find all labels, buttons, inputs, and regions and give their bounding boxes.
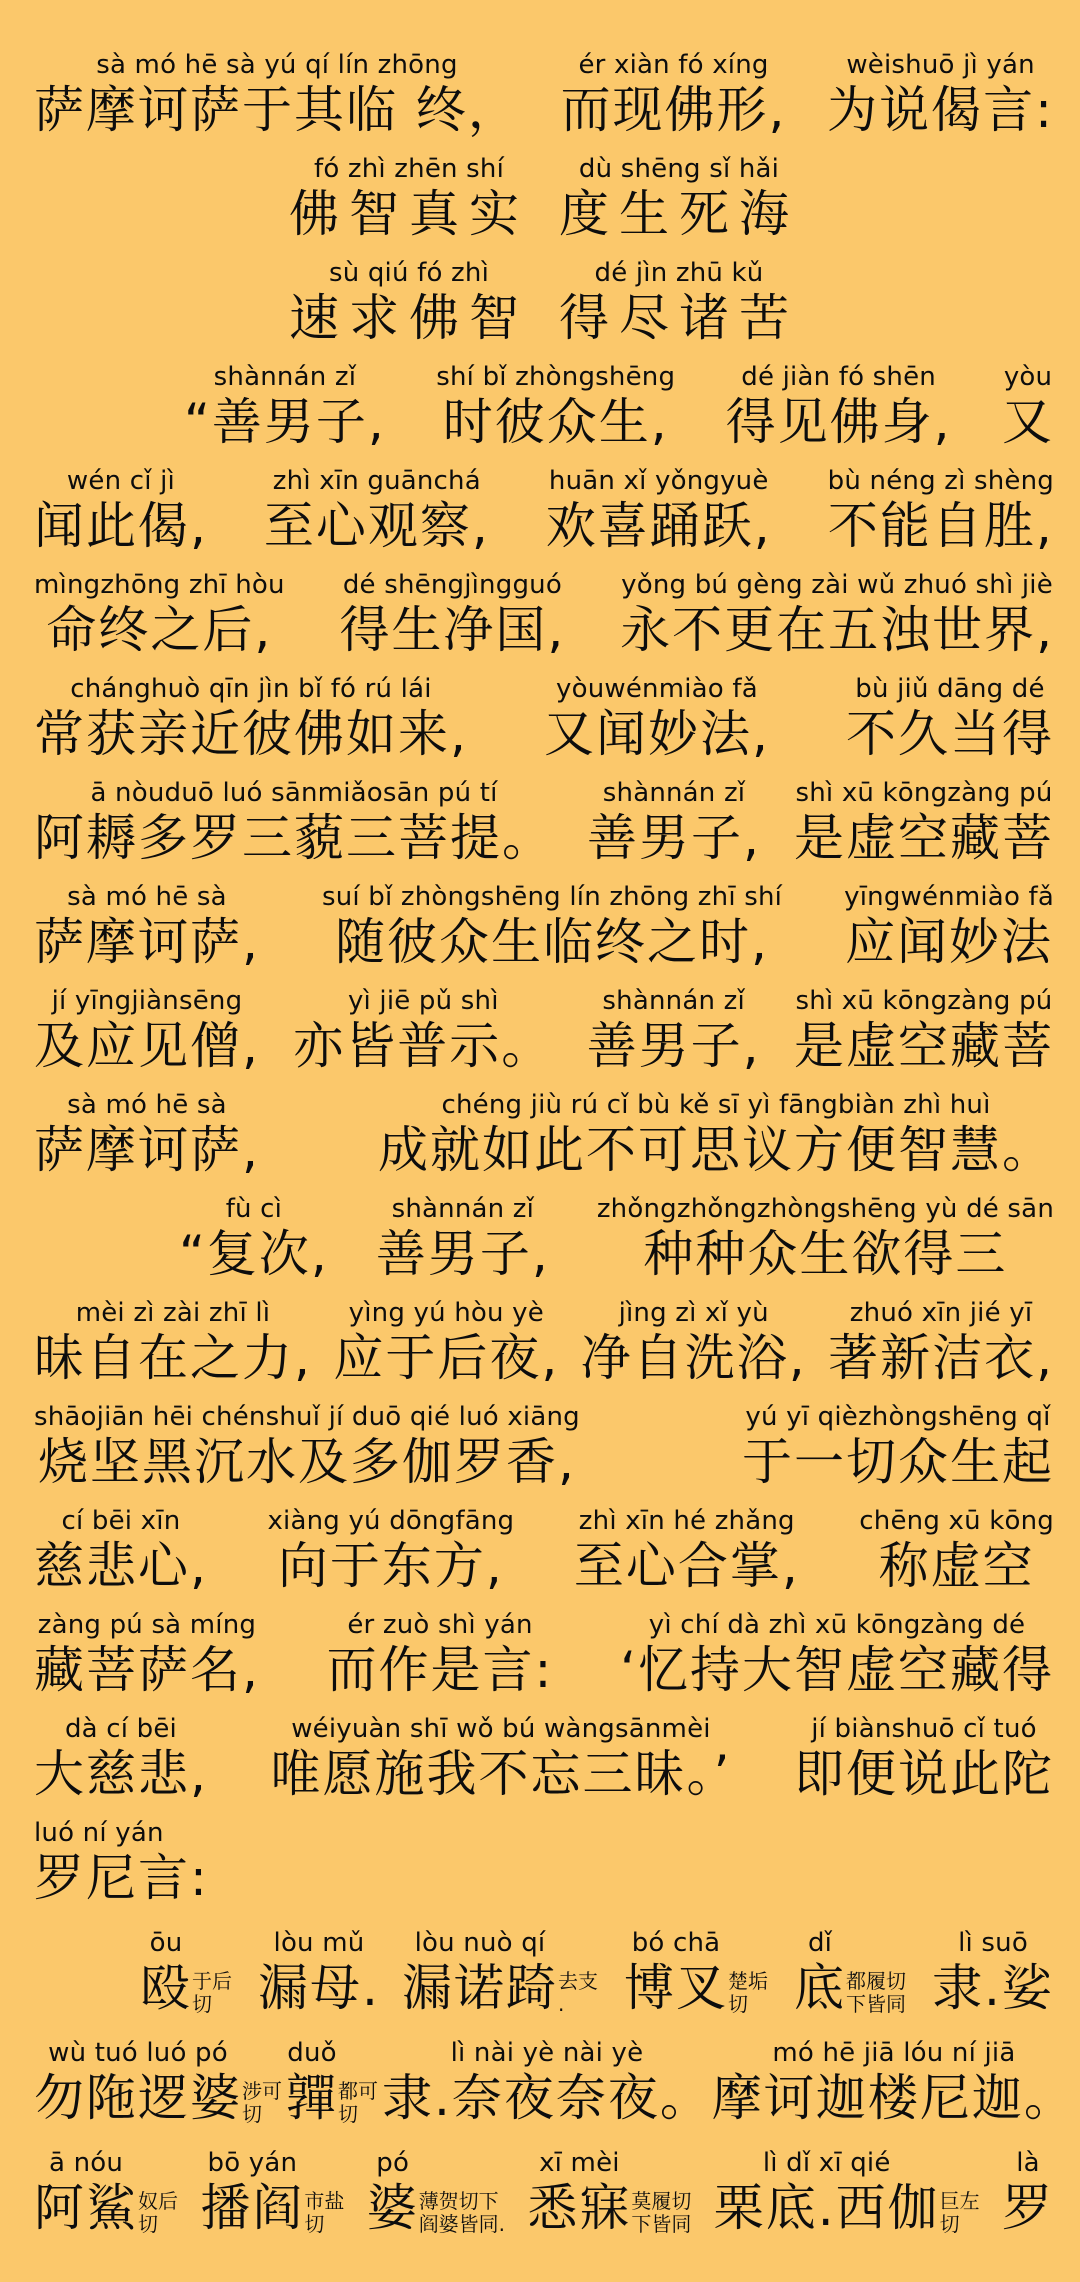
pinyin-annotation: fó zhì zhēn shí [313,154,505,184]
chinese-text: 烧坚黑沉水及多伽罗香, [37,1433,576,1491]
pinyin-annotation: ā nóu [48,2148,124,2178]
pinyin-annotation: shànnán zǐ [391,1194,535,1224]
chinese-text: 随彼众生临终之时, [335,913,769,971]
phrase [333,1298,559,1388]
pinyin-annotation: pó [376,2148,410,2178]
chinese-text: 得见佛身, [725,393,952,451]
chinese-text: 善男子, [586,1017,761,1075]
chinese-text: 命终之后, [46,601,273,659]
pinyin-annotation: zhì xīn guānchá [272,466,481,496]
phrase [271,1714,732,1804]
phrase [376,1194,550,1284]
chinese-text: 种种众生欲得三 [643,1225,1008,1283]
phonetic-note-line: 都可 [338,2079,378,2103]
phrase [559,258,799,348]
pinyin-annotation: ér zuò shì yán [347,1610,533,1640]
phrase [827,50,1054,140]
chinese-text: 永不更在五浊世界, [620,601,1054,659]
phrase [34,1402,580,1492]
phrase [620,570,1054,660]
chinese-text: 著新洁衣, [828,1329,1054,1387]
phrase [561,50,787,140]
phonetic-note-line: 切 [242,2102,262,2126]
chinese-text: 善男子, [375,1225,550,1283]
phrase [264,466,490,556]
pinyin-annotation: yīngwénmiào fǎ [844,882,1054,912]
chinese-text: 不能自胜, [827,497,1054,555]
chinese-text: 应于后夜, [333,1329,560,1387]
phrase [559,154,799,244]
phrase [34,1298,312,1388]
chinese-text: 萨摩诃萨于其临 终， [34,81,520,139]
pinyin-annotation: dé jiàn fó shēn [741,362,936,392]
phrase [846,674,1054,764]
phrase [34,674,468,764]
mantra-text: 隶.奈夜奈夜。 [382,2069,712,2127]
phrase [581,1298,807,1388]
pinyin-annotation: mìngzhōng zhī hòu [34,570,285,600]
pinyin-annotation: zàng pú sà míng [37,1610,257,1640]
pinyin-annotation: dé shēngjìngguó [342,570,562,600]
text-line [34,244,1054,348]
phrase [726,362,952,452]
phonetic-note [419,2190,505,2236]
pinyin-annotation: suí bǐ zhòngshēng lín zhōng zhī shí [321,882,783,912]
mantra-syllable-group [1002,2148,1054,2238]
phonetic-note-line: 切 [304,2212,325,2236]
pinyin-annotation: lì dǐ xī qié [762,2148,891,2178]
phrase [620,1610,1054,1700]
chinese-text: 至心观察, [263,497,490,555]
phrase [828,466,1054,556]
chinese-text: 于一切众生起 [742,1433,1054,1491]
mantra-text: 隶.娑 [932,1959,1054,2017]
pinyin-annotation: fù cì [225,1194,283,1224]
pinyin-annotation: shì xū kōngzàng pú [795,778,1053,808]
mantra-syllable-group [527,2148,695,2238]
phrase [794,1714,1054,1804]
phrase [587,778,761,868]
text-line [34,1492,1054,1596]
phonetic-note-line: 切 [728,1992,748,2016]
text-line [34,452,1054,556]
pinyin-annotation: ōu [149,1928,183,1958]
pinyin-annotation: ā nòuduō luó sānmiǎosān pú tí [90,778,498,808]
mantra-syllable-group [140,1928,236,2018]
mantra-syllable-group [382,2038,712,2128]
phonetic-note-line: 涉可 [242,2079,282,2103]
chinese-text: 而现佛形, [560,81,787,139]
pinyin-annotation: duǒ [287,2038,337,2068]
pinyin-annotation: lì nài yè nài yè [450,2038,644,2068]
phrase [34,50,520,140]
pinyin-annotation: sù qiú fó zhì [328,258,490,288]
text-line [34,1180,1054,1284]
mantra-text: 悉寐 [527,2179,632,2237]
chinese-text: 昧自在之力, [34,1329,312,1387]
pinyin-annotation: luó ní yán [34,1818,164,1848]
chinese-text: 常获亲近彼佛如来, [34,705,468,763]
pinyin-annotation: chéng jiù rú cǐ bù kě sī yì fāngbiàn zhì huì [441,1090,991,1120]
pinyin-annotation: jí biànshuō cǐ tuó [811,1714,1037,1744]
phrase [34,778,554,868]
mantra-syllable-group [286,2038,382,2128]
pinyin-annotation: xī mèi [539,2148,620,2178]
mantra-text: 阿鯊 [34,2179,138,2237]
phrase [184,362,386,452]
chinese-text: 即便说此陀 [794,1745,1054,1803]
phonetic-note-line: 下皆同 [846,1992,907,2016]
chinese-text: 欢喜踊跃, [545,497,772,555]
pinyin-annotation: xiàng yú dōngfāng [267,1506,515,1536]
chinese-text: 善男子, [587,809,761,867]
mantra-syllable-group [932,1928,1054,2018]
chinese-text: ‘忆持大智虚空藏得 [620,1641,1054,1699]
phonetic-note [242,2080,282,2126]
text-line [34,1700,1054,1804]
pinyin-annotation: zhì xīn hé zhǎng [578,1506,795,1536]
chinese-text: 闻此偈, [34,497,208,555]
pinyin-annotation: chánghuò qīn jìn bǐ fó rú lái [70,674,432,704]
phrase [597,1194,1054,1284]
text-line [34,348,1054,452]
text-line [34,1284,1054,1388]
phrase [267,1506,514,1596]
chinese-text: 速求佛智 [289,289,529,347]
phrase [34,882,260,972]
mantra-text: 漏母. [258,1959,380,2017]
phonetic-note [846,1970,906,2016]
phrase [378,1090,1054,1180]
phonetic-note-line: 奴后 [138,2189,178,2213]
mantra-syllable-group [258,1928,380,2018]
text-line [34,764,1054,868]
phrase [587,986,761,1076]
text-line [34,1804,1054,1908]
phrase [34,1506,208,1596]
phrase [1002,362,1054,452]
phonetic-note [338,2080,378,2126]
mantra-text: 罗 [1001,2179,1054,2237]
mantra-text: 播阎 [200,2179,305,2237]
phrase [34,570,285,660]
pinyin-annotation: zhuó xīn jié yī [849,1298,1033,1328]
pinyin-annotation: bù néng zì shèng [827,466,1054,496]
phonetic-note-line: 莫履切 [631,2189,692,2213]
phrase [844,882,1054,972]
phrase [34,1714,208,1804]
phrase [859,1506,1054,1596]
phrase [34,986,260,1076]
mantra-syllable-group [794,1928,910,2018]
chinese-text: 罗尼言: [34,1849,209,1907]
phonetic-note-line: 薄贺切下 [418,2189,499,2213]
pinyin-annotation: lòu nuò qí [414,1928,546,1958]
phrase [179,1194,329,1284]
mantra-text: 漏诺踦 [401,1959,558,2017]
chinese-text: 得生净国, [339,601,566,659]
chinese-text: 阿耨多罗三藐三菩提。 [34,809,554,867]
mantra-text: 底 [794,1959,847,2017]
pinyin-annotation: shànnán zǐ [602,986,745,1016]
sutra-text [0,36,1080,2238]
pinyin-annotation: wéiyuàn shī wǒ bú wàngsānmèi [291,1714,711,1744]
phonetic-note-line: 于后 [192,1969,232,1993]
pinyin-annotation: bù jiǔ dāng dé [855,674,1045,704]
phrase [742,1402,1054,1492]
phonetic-note-line: 楚垢 [728,1969,768,1993]
chinese-text: 成就如此不可思议方便智慧。 [378,1121,1054,1179]
text-line [34,1596,1054,1700]
mantra-text: 博叉 [624,1959,728,2017]
pinyin-annotation: yìng yú hòu yè [348,1298,544,1328]
chinese-text: 至心合掌, [573,1537,800,1595]
text-line [34,868,1054,972]
phonetic-note-line: 切 [192,1992,212,2016]
pinyin-annotation: ér xiàn fó xíng [578,50,769,80]
chinese-text: 而作是言: [326,1641,554,1699]
phonetic-note-line: 切 [939,2212,960,2236]
phrase [289,154,529,244]
pinyin-annotation: mó hē jiā lóu ní jiā [772,2038,1016,2068]
text-line [34,140,1054,244]
phonetic-note [192,1970,232,2016]
phonetic-note-line: . [557,1992,565,2016]
pinyin-annotation: yì chí dà zhì xū kōngzàng dé [648,1610,1026,1640]
text-line [34,660,1054,764]
mantra-text: 勿陁逻婆 [34,2069,242,2127]
mantra-syllable-group [200,2148,348,2238]
mantra-text: 栗底.西伽 [713,2179,940,2237]
mantra-text: 殴 [140,1959,192,2017]
pinyin-annotation: zhǒngzhǒngzhòngshēng yù dé sān [596,1194,1054,1224]
chinese-text: 萨摩诃萨, [34,913,260,971]
pinyin-annotation: huān xǐ yǒngyuè [548,466,769,496]
chinese-text: “善男子, [184,393,386,451]
mantra-syllable-group [34,2038,286,2128]
text-line [34,1076,1054,1180]
pinyin-annotation: dà cí bēi [64,1714,177,1744]
mantra-syllable-group [714,2148,984,2238]
pinyin-annotation: lì suō [958,1928,1028,1958]
chinese-text: 萨摩诃萨, [34,1121,260,1179]
pinyin-annotation: yòu [1003,362,1053,392]
chinese-text: 向于东方, [277,1537,504,1595]
phonetic-note-line: 都履切 [846,1969,907,1993]
pinyin-annotation: chēng xū kōng [859,1506,1054,1536]
chinese-text: “复次, [179,1225,329,1283]
phonetic-note [138,2190,178,2236]
mantra-line [34,1908,1054,2018]
chinese-text: 慈悲心, [34,1537,208,1595]
chinese-text: 及应见僧, [34,1017,260,1075]
phonetic-note-line: 切 [338,2102,358,2126]
phonetic-note-line: 去支 [557,1969,598,1993]
mantra-text: 婆 [366,2179,419,2237]
chinese-text: 度生死海 [559,185,799,243]
phrase [34,466,208,556]
chinese-text: 藏菩萨名, [34,1641,260,1699]
phonetic-note-line: 下皆同 [631,2212,692,2236]
text-line [34,36,1054,140]
chinese-text: 称虚空 [878,1537,1035,1595]
pinyin-annotation: yǒng bú gèng zài wǔ zhuó shì jiè [621,570,1053,600]
text-line [34,972,1054,1076]
pinyin-annotation: mèi zì zài zhī lì [75,1298,271,1328]
text-line [34,556,1054,660]
pinyin-annotation: wù tuó luó pó [48,2038,228,2068]
pinyin-annotation: shì xū kōngzàng pú [795,986,1053,1016]
pinyin-annotation: bō yán [207,2148,298,2178]
pinyin-annotation: dé jìn zhū kǔ [594,258,764,288]
mantra-syllable-group [34,2148,182,2238]
chinese-text: 唯愿施我不忘三昧。’ [270,1745,732,1803]
phrase [574,1506,800,1596]
pinyin-annotation: jí yīngjiànsēng [51,986,243,1016]
pinyin-annotation: yòuwénmiào fǎ [556,674,758,704]
pinyin-annotation: sà mó hē sà [67,882,227,912]
pinyin-annotation: sà mó hē sà [67,1090,227,1120]
phrase [34,1610,260,1700]
mantra-syllable-group [402,1928,602,2018]
phrase [289,258,529,348]
chinese-text: 为说偈言: [827,81,1054,139]
chinese-text: 亦皆普示。 [293,1017,554,1075]
pinyin-annotation: cí bēi xīn [61,1506,181,1536]
pinyin-annotation: shāojiān hēi chénshuǐ jí duō qié luó xiāng [34,1402,580,1432]
pinyin-annotation: wén cǐ jì [66,466,175,496]
mantra-syllable-group [367,2148,509,2238]
pinyin-annotation: lòu mǔ [273,1928,365,1958]
phonetic-note [728,1970,768,2016]
phonetic-note [940,2190,980,2236]
pinyin-annotation: shànnán zǐ [602,778,746,808]
phonetic-note-line: 巨左 [939,2189,980,2213]
chinese-text: 净自洗浴, [580,1329,807,1387]
text-line [34,1388,1054,1492]
phrase [794,986,1054,1076]
pinyin-annotation: bó chā [631,1928,721,1958]
pinyin-annotation: dù shēng sǐ hǎi [578,154,780,184]
phonetic-note [558,1970,598,2016]
chinese-text: 是虚空藏菩 [794,809,1054,867]
pinyin-annotation: sà mó hē sà yú qí lín zhōng [96,50,458,80]
phrase [339,570,565,660]
chinese-text: 时彼众生, [442,393,669,451]
phonetic-note-line: 切 [138,2212,158,2236]
chinese-text: 得尽诸苦 [559,289,799,347]
pinyin-annotation: yì jiē pǔ shì [347,986,499,1016]
phonetic-note-line: 阎婆皆同. [418,2212,506,2236]
chinese-text: 大慈悲, [34,1745,208,1803]
pinyin-annotation: yú yī qièzhòngshēng qǐ [745,1402,1051,1432]
phrase [293,986,553,1076]
chinese-text: 不久当得 [846,705,1054,763]
phonetic-note-line: 市盐 [304,2189,345,2213]
pinyin-annotation: jìng zì xǐ yù [618,1298,769,1328]
phrase [34,1818,209,1908]
phrase [34,1090,260,1180]
phrase [828,1298,1054,1388]
chinese-text: 又闻妙法, [544,705,770,763]
pinyin-annotation: shànnán zǐ [213,362,357,392]
phrase [436,362,675,452]
chinese-text: 应闻妙法 [845,913,1054,971]
phrase [322,882,782,972]
phrase [327,1610,554,1700]
pinyin-annotation: wèishuō jì yán [846,50,1035,80]
pinyin-annotation: là [1016,2148,1040,2178]
pinyin-annotation: shí bǐ zhòngshēng [436,362,676,392]
mantra-syllable-group [712,2038,1076,2128]
phonetic-note [631,2190,691,2236]
mantra-line [34,2128,1054,2238]
chinese-text: 又 [1002,393,1054,451]
pinyin-annotation: dǐ [807,1928,833,1958]
mantra-syllable-group [624,1928,772,2018]
chinese-text: 是虚空藏菩 [793,1017,1054,1075]
chinese-text: 佛智真实 [289,185,529,243]
phrase [546,466,772,556]
phonetic-note [304,2190,344,2236]
phrase [544,674,770,764]
mantra-text: 嚲 [286,2069,338,2127]
mantra-text: 摩诃迦楼尼迦。 [711,2069,1076,2127]
mantra-line [34,2018,1076,2128]
phrase [794,778,1054,868]
